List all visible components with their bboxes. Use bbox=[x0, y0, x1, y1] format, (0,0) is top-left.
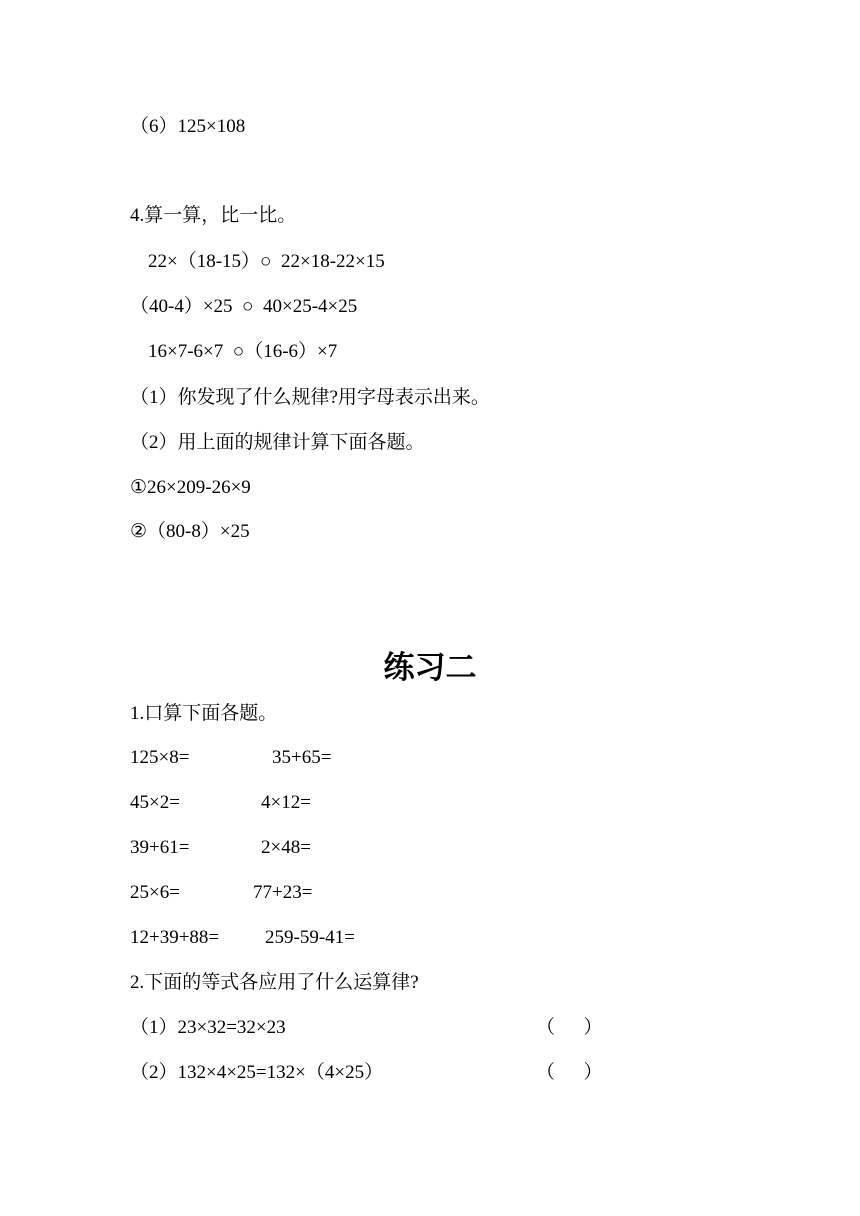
oral-calc-right-4: 77+23= bbox=[253, 882, 313, 903]
calc-item-1: ①26×209-26×9 bbox=[130, 477, 251, 498]
problem-6: （6）125×108 bbox=[130, 116, 246, 137]
oral-calc-right-3: 2×48= bbox=[261, 837, 311, 858]
oral-calc-right-2: 4×12= bbox=[261, 792, 311, 813]
compare-row-2: （40-4）×25 ○ 40×25-4×25 bbox=[130, 296, 358, 317]
law-item-1: （1）23×32=32×23 bbox=[130, 1017, 286, 1038]
question-1-title: 1.口算下面各题。 bbox=[130, 703, 278, 724]
section-title: 练习二 bbox=[383, 650, 477, 686]
oral-calc-right-5: 259-59-41= bbox=[265, 927, 355, 948]
compare-row-1: 22×（18-15）○ 22×18-22×15 bbox=[148, 251, 385, 272]
oral-calc-left-2: 45×2= bbox=[130, 792, 180, 813]
oral-calc-left-3: 39+61= bbox=[130, 837, 190, 858]
oral-calc-left-1: 125×8= bbox=[130, 747, 190, 768]
question-4-sub-2: （2）用上面的规律计算下面各题。 bbox=[130, 432, 425, 453]
answer-blank-1[interactable]: （ ） bbox=[536, 1017, 603, 1038]
compare-row-3: 16×7-6×7 ○（16-6）×7 bbox=[148, 341, 338, 362]
oral-calc-left-4: 25×6= bbox=[130, 882, 180, 903]
answer-blank-2[interactable]: （ ） bbox=[536, 1062, 603, 1083]
question-4-sub-1: （1）你发现了什么规律?用字母表示出来。 bbox=[130, 387, 490, 408]
calc-item-2: ②（80-8）×25 bbox=[130, 521, 250, 542]
law-item-2: （2）132×4×25=132×（4×25） bbox=[130, 1062, 384, 1083]
question-2-title: 2.下面的等式各应用了什么运算律? bbox=[130, 972, 419, 993]
question-4-title: 4.算一算，比一比。 bbox=[130, 205, 297, 226]
oral-calc-right-1: 35+65= bbox=[272, 747, 332, 768]
oral-calc-left-5: 12+39+88= bbox=[130, 927, 220, 948]
